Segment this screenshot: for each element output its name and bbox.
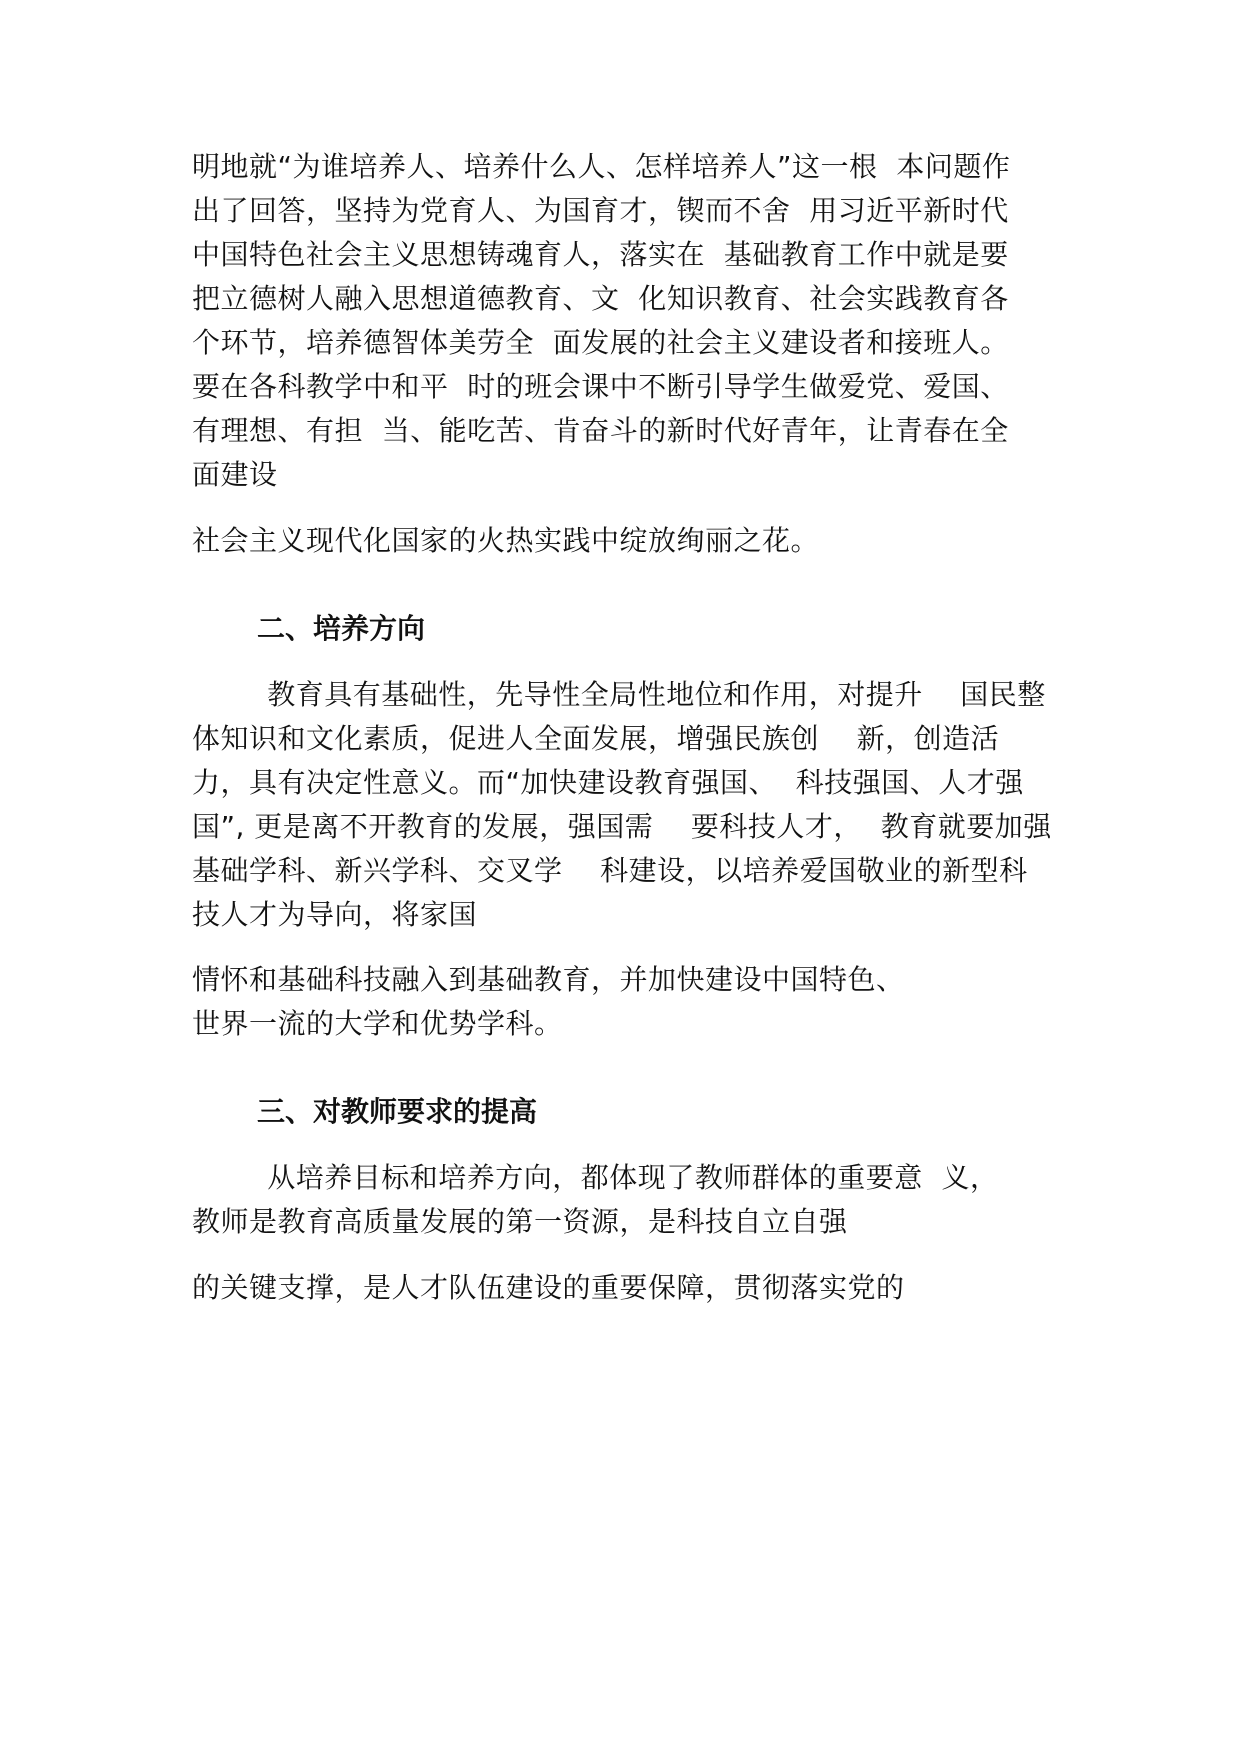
paragraph-1-line-6: 要在各科教学中和平 时的班会课中不断引导学生做爱党、爱国、 [192, 370, 1009, 403]
paragraph-1-line-4: 把立德树人融入思想道德教育、文 化知识教育、社会实践教育各 [192, 282, 1009, 315]
paragraph-1-line-3: 中国特色社会主义思想铸魂育人，落实在 基础教育工作中就是要 [192, 238, 1009, 271]
section-2-line-1: 教育具有基础性，先导性全局性地位和作用，对提升 国民整 [192, 678, 1046, 711]
section-3-continuation-1: 的关键支撑，是人才队伍建设的重要保障，贯彻落实党的 [192, 1271, 905, 1304]
section-2-line-5: 基础学科、新兴学科、交叉学 科建设，以培养爱国敬业的新型科 [192, 854, 1028, 887]
paragraph-1-line-5: 个环节，培养德智体美劳全 面发展的社会主义建设者和接班人。 [192, 326, 1009, 359]
paragraph-1-line-7: 有理想、有担 当、能吃苦、肯奋斗的新时代好青年，让青春在全 [192, 414, 1009, 447]
section-2-continuation-1: 情怀和基础科技融入到基础教育，并加快建设中国特色、 [192, 963, 905, 996]
paragraph-1-line-2: 出了回答，坚持为党育人、为国育才，锲而不舍 用习近平新时代 [192, 194, 1009, 227]
section-2-line-3: 力，具有决定性意义。而“加快建设教育强国、 科技强国、人才强 [192, 766, 1024, 799]
section-3-heading: 三、对教师要求的提高 [257, 1095, 538, 1128]
section-3-line-1: 从培养目标和培养方向，都体现了教师群体的重要意 义， [192, 1161, 999, 1194]
section-3-line-2: 教师是教育高质量发展的第一资源，是科技自立自强 [192, 1205, 848, 1238]
section-2-line-6: 技人才为导向，将家国 [192, 898, 478, 931]
paragraph-1-line-8: 面建设 [192, 458, 278, 491]
paragraph-2-line-1: 社会主义现代化国家的火热实践中绽放绚丽之花。 [192, 524, 820, 557]
section-2-line-2: 体知识和文化素质，促进人全面发展，增强民族创 新，创造活 [192, 722, 1000, 755]
section-2-line-4: 国”, 更是离不开教育的发展，强国需 要科技人才， 教育就要加强 [192, 810, 1052, 843]
paragraph-1-line-1: 明地就“为谁培养人、培养什么人、怎样培养人”这一根 本问题作 [192, 150, 1011, 183]
section-2-heading: 二、培养方向 [257, 612, 426, 645]
section-2-continuation-2: 世界一流的大学和优势学科。 [192, 1007, 563, 1040]
